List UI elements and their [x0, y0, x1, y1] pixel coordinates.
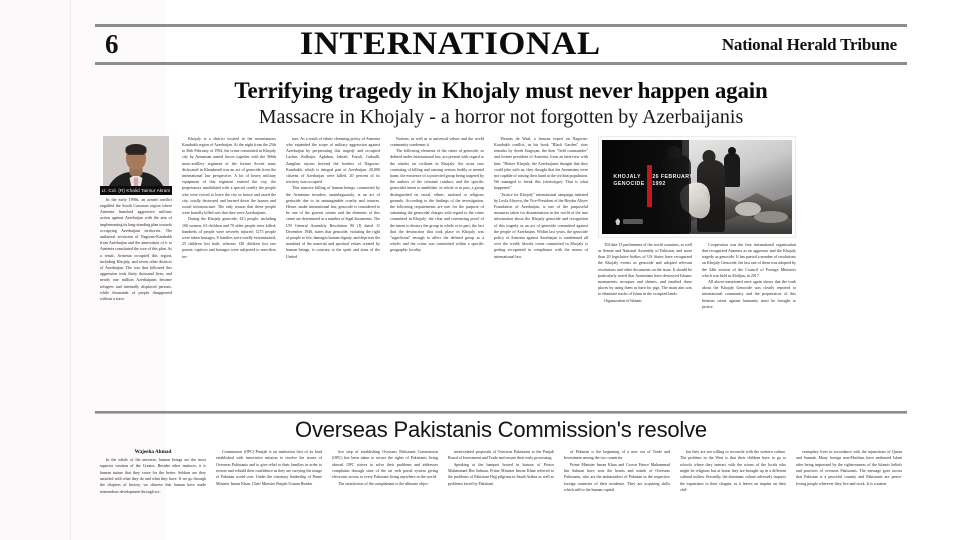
- author-photo-caption: Lt. Col. (R) Khalid Taimur Akram: [101, 187, 171, 193]
- paragraph: ture. As a result of ethnic cleansing policy of Armenia who expanded the scope of military aggression against Azerbaijan by perpetrating this tragedy and occupied Lachin, Kalbajar, Aghdam, Jabrail, Fuzuli, Gubadli, Zangilan rayons beyond the borders of Nagorno-Karabakh, which is integral part of Azerbaijan, 20,000 citizens of Azerbaijan were killed, 20 percent of its territory was occupied.: [286, 135, 380, 185]
- image-overlay-date-line2: 1992: [652, 180, 666, 187]
- article-one-column-4-text: [390, 136, 484, 254]
- paragraph: "Justice for Khojaly" international campaign initiated by Leyla Aliyeva, the Vice-President of the Heydar Aliyev Foundation of Azerbaijan, is one of the purposeful measures taken for dissemination in the world of the true information about the Khojaly genocide and recognition of this tragedy as an act of genocide committed against the people of Azerbaijan. Within last years, the genocide policy of Armenia against Azerbaijan is condemned all over the world; bloody crime committed in Khojaly is getting recognized in compliance with the norms of international law.: [494, 191, 588, 259]
- article-divider: [95, 411, 907, 414]
- logo-wordmark: [623, 219, 643, 224]
- masthead: [95, 24, 907, 68]
- article-one-column-6-text: [598, 242, 692, 304]
- article-two-column-5-text: [564, 449, 670, 493]
- masthead-rule-bottom: [95, 62, 907, 65]
- paragraph: This massive killing of human beings, committed by the Armenian invaders, unambiguously, is an act of genocide due to its unimaginable cruelty and tortures. Hence, under international law, genocide is considered to be one of the gravest crimes and the elements of this crime are determined in a number of legal documents. The UN General Assembly Resolution 96 (I) dated 11 December 1946, states that genocide, violating the right of people to life, damages human dignity, and deprives the mankind of the material and spiritual values created by human beings, is contrary to the spirit and aims of the United: [286, 185, 380, 259]
- article-one-column-3: [281, 136, 385, 260]
- paragraph: Thomas de Waal, a famous expert on Nagorno-Karabakh conflict, in his book "Black Garden" cites remarks by Serzh Sargsyan, the then "field commander" and former president of Armenia, from an interview with him: "Before Khojaly, the Azerbaijanis thought that they could joke with us, they thought that the Armenians were not capable of raising their hand at the civilian population. We managed to break this (stereotype). That is what happened.": [494, 135, 588, 191]
- article-one-column-1-text: [100, 197, 172, 302]
- article-two-headline: Overseas Pakistanis Commission's resolve: [295, 417, 707, 442]
- paragraph: Khojaly is a district located in the mountainous Karabakh region of Azerbaijan. At the night from the 25th to 26th February of 1992, the crime committed in Khojaly city by Armenian armed forces together with the 366th moto-artillery regiment of the former Soviet army dislocated in Khankendi was an act of genocide from the international law perspective. A lot of heavy military equipment of this regiment entered the city, the perpetrators annihilated with a special cruelty the people who were forced to leave the city in horror and razed the city, totally destroyed and burned down the houses and social infrastructure. The only reason that these people were brutally killed was that they were Azerbaijanis.: [182, 135, 276, 216]
- article-two-column-3-text: [332, 449, 438, 487]
- article-two-column-1: [95, 449, 211, 495]
- paragraph: Till date 13 parliaments of the world countries, as well as Senate and National Assembly of Pakistan, and more than 20 legislative bodies of US States have recognized the Khojaly events as genocide and adopted relevant resolutions and other documents on the issue. It should be particularly noted that Armenians have destroyed Islamic monuments, mosques and shrines, and insulted these places by using them as barn for pigs. The main aim was to eliminate tracks of Islam in the occupied lands.: [598, 241, 692, 297]
- paragraph: Commission (OPC) Punjab is an institution first of its kind established with innovative mission to resolve the issues of Overseas Pakistanis and to give relief to their families in order to restore and rebuild their confidence as they are carrying the image of Pakistan world over. Under the visionary leadership of Prime Minister Imran Khan, Chief Minister Punjab Usman Buzdar: [216, 449, 322, 486]
- paragraph: but they are not willing to reconcile with the western culture. The problem in the West is that their children have to go to schools where they interact with the scions of the locals who might be religious but at home they are brought up in a different cultural milieu. Secondly, the dominant culture adversely impacts the expatriates to their chagrin, as it leaves an imprint on their chil-: [680, 449, 786, 492]
- article-one-column-5: [489, 136, 593, 260]
- paragraph: The satisfaction of the complainant is the ultimate objec-: [338, 480, 430, 486]
- article-one-headline: Terrifying tragedy in Khojaly must never happen again: [234, 78, 768, 103]
- author-photo-figure: [100, 136, 172, 194]
- image-logo: [615, 218, 643, 225]
- article-two-column-7-text: [796, 449, 902, 487]
- paragraph: During the Khojaly genocide, 613 people, including 106 women, 63 children and 70 older people were killed; hundreds of people were severely injured; 1275 people were taken hostages, 8 families were totally exterminated, 25 children lost both, whereas 130 children lost one parent; captives and hostages were subjected to merciless tor-: [182, 216, 276, 259]
- paragraph: of Pakistan is the beginning of a new era of Trade and Investment among the two countries.: [564, 449, 670, 461]
- article-two-column-1-text: [100, 457, 206, 495]
- article-two-column-2: [211, 449, 327, 487]
- paragraph: The following elements of the crime of genocide, as defined under international law, are present with regard to the attacks on civilians in Khojaly: the actus reus consisting of killing and causing serious bodily or mental harm; the existence of a protected group being targeted by the authors of the criminal conduct; and the specific genocidal intent to annihilate, in whole or in part, a group distinguished on racial, ethnic, national or religious grounds. According to the findings of the investigation, the following requirements are met for the purpose of sustaining the genocidal charges with regard to the crime committed in Khojaly: the clear and convincing proof of the intent to destroy the group in whole or in part; the fact that the destruction that took place in Khojaly was "significant" enough to affect the defined group as a whole; and the crime was committed within a specific geographic locality.: [390, 148, 484, 253]
- paragraph: Nations, as well as to universal values and the world community condemns it.: [390, 135, 484, 147]
- article-two-column-2-text: [216, 449, 322, 487]
- page-number: 6: [105, 29, 118, 59]
- article-khojaly: [95, 78, 907, 310]
- image-overlay-title-line1: KHOJALY: [613, 173, 641, 180]
- article-two-column-3: [327, 449, 443, 487]
- article-one-column-2-text: [182, 136, 276, 260]
- article-two-column-5: [559, 449, 675, 493]
- article-one-column-7-text: [702, 242, 796, 310]
- khojaly-genocide-image: [602, 140, 792, 234]
- page-left-margin: [0, 0, 71, 540]
- section-title: INTERNATIONAL: [299, 26, 601, 62]
- image-overlay-title-line2: GENOCIDE: [613, 180, 645, 187]
- article-two-column-6-text: [680, 449, 786, 493]
- article-two-columns: [95, 449, 907, 495]
- article-one-subhead: Massacre in Khojaly - a horror not forgotten by Azerbaijanis: [258, 105, 744, 128]
- article-one-column-3-text: [286, 136, 380, 260]
- article-one-column-1: [95, 136, 177, 302]
- paragraph: ment-related proposals of Overseas Pakistanis to the Punjab Board of Investment and Trade and ensure their early processing.: [448, 449, 554, 461]
- paragraph: Prime Minister Imran Khan and Crown Prince Muhammad bin Salman have won the hearts and minds of Overseas Pakistanis, who are the ambassadors of Pakistan in the respective foreign countries of their residence. They are acquiring skills which add to the human capital: [564, 461, 670, 492]
- paragraph: All above-mentioned once again shows that the truth about the Khojaly Genocide was clearly reported to international community and the perpetrators of this heinous crime against humanity must be brought to justice.: [702, 278, 796, 309]
- article-two-column-4-text: [448, 449, 554, 487]
- paragraph: In the early 1990s, an armed conflict engulfed the South Caucasus region where Armenia launched aggressive military action against Azerbaijan with the aim of implementing its long-standing plan towards occupying Azerbaijani territories. The unilateral secession of Nagorno-Karabakh from Azerbaijan and the annexation of it to Armenia constituted the core of this plan. As a result, Armenia occupied this region, including Khojaly, and seven other districts of Azerbaijan. The war that followed this aggression took thirty thousand lives, and nearly one million Azerbaijanis became refugees and internally displaced persons, while thousands of people disappeared without a trace.: [100, 196, 173, 301]
- image-overlay-date-line1: 26 FEBRUARY: [652, 173, 694, 180]
- article-two-column-4: [443, 449, 559, 487]
- article-two-byline: Wajeeha Ahmad: [134, 449, 172, 456]
- image-overlay-title: [613, 174, 644, 188]
- khojaly-genocide-figure: [598, 136, 796, 238]
- article-one-column-2: [177, 136, 281, 260]
- image-overlay-date: [652, 174, 693, 188]
- article-one-columns-6-7: [593, 136, 801, 310]
- article-two-column-7: [791, 449, 907, 487]
- image-accent-bar: [647, 165, 652, 207]
- paragraph: In the whole of the universe, human beings are the most superior creation of the Creator. Besides other instincts, it is human nature that they crave for the better. Seldom are they satisfied with what they do and what they have. If we go through the chapters of history, we observe that human have made tremendous development through sci-: [100, 457, 206, 494]
- article-overseas-pakistanis: [95, 418, 907, 495]
- article-two-column-6: [675, 449, 791, 493]
- paragraph: exemplary lives in accordance with the injunctions of Quran and Sunnah. Many foreign non-Muslims have embraced Islam after being impressed by the righteousness of the Islamic beliefs and practices of overseas Pakistanis. The message goes across that Pakistan is a peaceful country and Pakistanis are peace-loving people wherever they live and work. It is a matter: [796, 449, 902, 486]
- paragraph: Speaking at the banquet hosted in honour of Prince Muhammad Bin Salman, Prime Minister Imran Khan referred to the problems of Pakistani Hajj pilgrims in Saudi Arabia as well as problems faced by Pakistani: [448, 461, 554, 486]
- paragraph: Organization of Islamic: [604, 297, 643, 303]
- article-one-column-5-text: [494, 136, 588, 260]
- paragraph: Cooperation was the first international organisation that recognized Armenia as an aggressor and the Khojaly tragedy as genocide. It has passed a number of resolutions on Khojaly Genocide, the last one of them was adopted by the 44th session of the Council of Foreign Ministers which was held in Abidjan, in 2017.: [702, 241, 796, 278]
- article-one-columns: [95, 136, 907, 310]
- article-one-column-4: [385, 136, 489, 254]
- publication-name: National Herald Tribune: [721, 35, 897, 54]
- shield-icon: [615, 218, 620, 225]
- paragraph: tive step of establishing Overseas Pakistanis Commission (OPC) has been taken to secure the rights of Pakistanis living abroad. OPC strives to solve their problems and addresses complaints through state of the art web portal system giving electronic access to every Pakistani living anywhere in the world.: [332, 449, 438, 480]
